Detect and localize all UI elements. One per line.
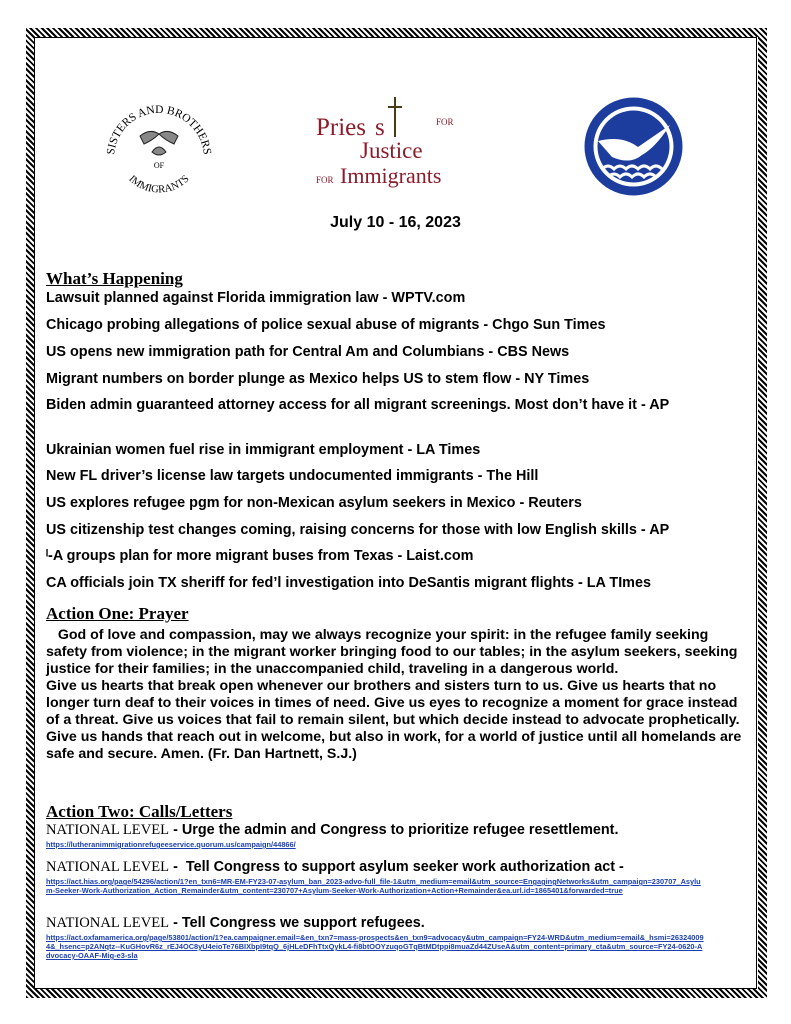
call-text: Tell Congress to support asylum seeker work authorization act - [185, 859, 624, 875]
logo-text-top: SISTERS AND BROTHERS [105, 103, 213, 156]
news-item[interactable]: Chicago probing allegations of police sexual abuse of migrants - Chgo Sun Times [46, 317, 606, 333]
svg-text:IMMIGRANTS [126, 173, 191, 195]
call-text: Tell Congress we support refugees. [181, 915, 425, 931]
prayer-paragraph-1: God of love and compassion, may we always recognize your spirit: in the refugee family seeking safety from violence; in the migrant worker bringing food to our tables; in the asylum seekers, seeking justice for their families; in the unaccompanied child, traveling in a dangerous world. [46, 627, 742, 677]
logo-immigrants-word: Immigrants [340, 163, 442, 188]
call-to-action [46, 822, 618, 839]
call-separator: - [169, 859, 186, 875]
sisters-brothers-logo [100, 92, 218, 210]
call-link[interactable]: https://lutheranimmigrationrefugeeservice.quorum.us/campaign/44866/ [46, 840, 296, 849]
logo-for-1: FOR [436, 117, 454, 127]
call-separator: - [169, 822, 182, 838]
call-link[interactable]: https://act.oxfamamerica.org/page/53801/action/1?ea.campaigner.email=&en_txn7=mass-prospects&en_txn9=advocacy&utm_campaign=FY24-WRD&utm_medium=email&_hsmi=263240094&_hsenc=p2ANqtz--KuGHovR6z_rEJ4OC8yU4eioTe76BIXbpI9tqQ_6jHLeDFhTtxQykL4-fi8btOOYzuqoGTqBtMDtppi8muaZd44ZUseA&utm_content=primary_cta&utm_source=FY24-0620-Advocacy-OAAF-Mig-e3-sla [46, 933, 704, 960]
logo-text-bottom: IMMIGRANTS [126, 173, 192, 196]
action-two-heading: Action Two: Calls/Letters [46, 802, 233, 821]
call-separator: - [169, 915, 182, 931]
call-level: NATIONAL LEVEL [46, 859, 170, 875]
news-item[interactable]: US citizenship test changes coming, raising concerns for those with low English skills - AP [46, 522, 670, 538]
prayer-text [46, 627, 746, 763]
logo-justice-word: Justice [360, 138, 423, 163]
logo-for-2: FOR [316, 175, 334, 185]
call-level: NATIONAL LEVEL [46, 915, 170, 931]
logo-priests-word: Pries s [316, 114, 385, 141]
priests-for-justice-logo [310, 95, 480, 195]
news-item[interactable]: US explores refugee pgm for non-Mexican asylum seekers in Mexico - Reuters [46, 495, 582, 511]
prayer-paragraph-2: Give us hearts that break open whenever our brothers and sisters turn to us. Give us hearts that no longer turn deaf to their voices in times of need. Give us eyes to recognize a moment for grace instead of a threat. Give us voices that fail to remain silent, but which decide instead to advocate prophetically. Give us hands that reach out in welcome, but also in work, for a world of justice until all homelands are safe and secure. Amen. (Fr. Dan Hartnett, S.J.) [46, 678, 742, 762]
news-item[interactable]: Migrant numbers on border plunge as Mexico helps US to stem flow - NY Times [46, 371, 590, 387]
action-one-heading: Action One: Prayer [46, 604, 189, 623]
news-item[interactable]: Biden admin guaranteed attorney access for all migrant screenings. Most don’t have it - AP [46, 397, 670, 413]
news-item[interactable]: New FL driver’s license law targets undocumented immigrants - The Hill [46, 468, 539, 484]
call-text: Urge the admin and Congress to prioritize refugee resettlement. [181, 822, 619, 838]
call-to-action [46, 859, 624, 876]
whats-happening-heading: What’s Happening [46, 269, 183, 288]
news-item[interactable]: CA officials join TX sheriff for fed’l investigation into DeSantis migrant flights - LA TImes [46, 575, 651, 591]
news-item[interactable]: ˡ-A groups plan for more migrant buses from Texas - Laist.com [46, 548, 474, 564]
call-link[interactable]: https://act.hias.org/page/54296/action/1?en_txn6=MR-EM-FY23-07-asylum_ban_2023-advo-full_file-1&utm_medium=email&utm_source=EngagingNetworks&utm_campaign=230707_Asylum-Seeker-Work-Authorization_Action_Remainder&utm_content=230707+Asylum-Seeker-Work-Authorization+Action+Remainder&ea.url.id=1865401&forwarded=true [46, 877, 701, 895]
call-level: NATIONAL LEVEL [46, 822, 170, 838]
logo-text-of: OF [153, 161, 165, 170]
news-item[interactable]: US opens new immigration path for Central Am and Columbians - CBS News [46, 344, 570, 360]
news-item[interactable]: Ukrainian women fuel rise in immigrant employment - LA Times [46, 442, 481, 458]
cross-icon [388, 97, 402, 137]
date-range: July 10 - 16, 2023 [330, 214, 461, 231]
call-to-action [46, 915, 425, 932]
hands-icon [140, 131, 178, 155]
dove-circle-icon [582, 95, 685, 198]
news-item[interactable]: Lawsuit planned against Florida immigration law - WPTV.com [46, 290, 466, 306]
